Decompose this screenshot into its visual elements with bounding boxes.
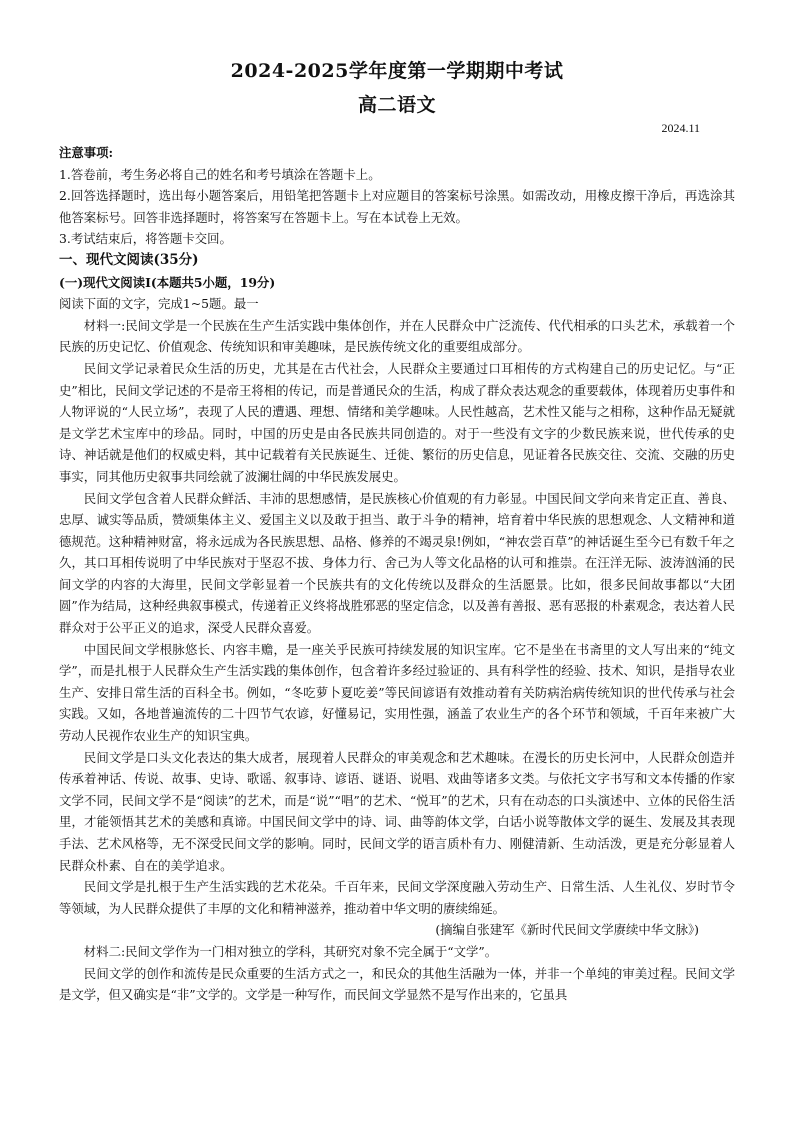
material1-paragraph: 民间文学记录着民众生活的历史，尤其是在古代社会，人民群众主要通过口耳相传的方式构建自己的历史记忆。与“正史”相比，民间文学记述的不是帝王将相的传记，而是普通民众的生活，构成了群众表达观念的重要载体，体现着历史事件和人物评说的“人民立场”，表现了人民的遭遇、理想、情绪和美学趣味。人民性越高，艺术性又能与之相称，这种作品无疑就是文学艺术宝库中的珍品。同时，中国的历史是由各民族共同创造的。对于一些没有文字的少数民族来说，世代传承的史诗、神话就是他们的权威史料，其中记载着有关民族诞生、迁徙、繁衍的历史信息，见证着各民族交往、交流、交融的历史事实，同其他历史叙事共同绘就了波澜壮阔的中华民族发展史。 bbox=[59, 360, 735, 484]
material2-paragraph: 民间文学的创作和流传是民众重要的生活方式之一，和民众的其他生活融为一体，并非一个单纯的审美过程。民间文学是文学，但又确实是“非”文学的。文学是一种写作，而民间文学显然不是写作出来的，它虽具 bbox=[59, 965, 735, 1003]
material1-paragraph: 民间文学是扎根于生产生活实践的艺术花朵。千百年来，民间文学深度融入劳动生产、日常生活、人生礼仪、岁时节令等领域，为人民群众提供了丰厚的文化和精神滋养，推动着中华文明的赓续绵延。 bbox=[59, 879, 735, 916]
material1-paragraph: 民间文学是口头文化表达的集大成者，展现着人民群众的审美观念和艺术趣味。在漫长的历史长河中，人民群众创造并传承着神话、传说、故事、史诗、歌谣、叙事诗、谚语、谜语、说唱、戏曲等诸多文类。与依托文字书写和文本传播的作家文学不同，民间文学不是“阅读”的艺术，而是“说”“唱”的艺术、“悦耳”的艺术，只有在动态的口头演述中、立体的民俗生活里，才能领悟其艺术的美感和真谛。中国民间文学中的诗、词、曲等韵体文学，白话小说等散体文学的诞生、发展及其表现手法、艺术风格等，无不深受民间文学的影响。同时，民间文学的语言质朴有力、刚健清新、生动活泼，更是充分彰显着人民群众朴素、自在的美学追求。 bbox=[59, 749, 735, 873]
exam-date: 2024.11 bbox=[661, 121, 700, 135]
material2-paragraph: 材料二:民间文学作为一门相对独立的学科，其研究对象不完全属于“文学”。 bbox=[83, 943, 498, 959]
material1-paragraph: 材料一:民间文学是一个民族在生产生活实践中集体创作，并在人民群众中广泛流传、代代相承的口头艺术，承载着一个民族的历史记忆、价值观念、传统知识和审美趣味，是民族传统文化的重要组成部分。 bbox=[59, 317, 735, 355]
exam-body bbox=[59, 142, 735, 1006]
notice-item-1: 1.答卷前，考生务必将自己的姓名和考号填涂在答题卡上。 bbox=[59, 166, 381, 182]
notice-item-2: 2.回答选择题时，选出每小题答案后，用铅笔把答题卡上对应题目的答案标号涂黑。如需改动，用橡皮擦干净后，再选涂其他答案标号。回答非选择题时，将答案写在答题卡上。写在本试卷上无效。 bbox=[59, 188, 735, 225]
notice-item-3: 3.考试结束后，将答题卡交回。 bbox=[59, 231, 232, 247]
subsection-heading: (一)现代文阅读Ⅰ(本题共5小题，19分) bbox=[59, 274, 276, 290]
exam-title: 2024-2025学年度第一学期期中考试 bbox=[230, 60, 564, 82]
exam-subject: 高二语文 bbox=[357, 94, 436, 116]
material1-source: (摘编自张建军《新时代民间文学赓续中华文脉》) bbox=[435, 922, 699, 938]
section-heading: 一、现代文阅读(35分) bbox=[59, 251, 199, 268]
material1-paragraph: 中国民间文学根脉悠长、内容丰赡，是一座关乎民族可持续发展的知识宝库。它不是坐在书斋里的文人写出来的“纯文学”，而是扎根于人民群众生产生活实践的集体创作，包含着许多经过验证的、具有科学性的经验、技术、知识，是指导农业生产、安排日常生活的百科全书。例如，“冬吃萝卜夏吃姜”等民间谚语有效推动着有关防病治病传统知识的世代传承与社会实践。又如，各地普遍流传的二十四节气农谚，好懂易记，实用性强，涵盖了农业生产的各个环节和领域，千百年来被广大劳动人民视作农业生产的知识宝典。 bbox=[59, 641, 735, 744]
reading-instruction: 阅读下面的文字，完成1~5题。最一 bbox=[59, 296, 259, 312]
material1-paragraph: 民间文学包含着人民群众鲜活、丰沛的思想感情，是民族核心价值观的有力彰显。中国民间文学向来肯定正直、善良、忠厚、诚实等品质，赞颂集体主义、爱国主义以及敢于担当、敢于斗争的精神，培育着中华民族的思想观念、人文精神和道德规范。这种精神财富，将永远成为各民族思想、品格、修养的不竭灵泉!例如，“神农尝百草”的神话诞生至今已有数千年之久，其口耳相传说明了中华民族对于坚忍不拔、身体力行、舍己为人等文化品格的认可和推崇。在汪洋无际、波涛汹涌的民间文学的内容的大海里，民间文学彰显着一个民族共有的文化传统以及群众的生活愿景。比如，很多民间故事都以“大团圆”作为结局，这种经典叙事模式，传递着正义终将战胜邪恶的坚定信念，以及善有善报、恶有恶报的朴素观念，表达着人民群众对于公平正义的追求，深受人民群众喜爱。 bbox=[59, 490, 735, 636]
notice-heading: 注意事项: bbox=[59, 145, 114, 160]
